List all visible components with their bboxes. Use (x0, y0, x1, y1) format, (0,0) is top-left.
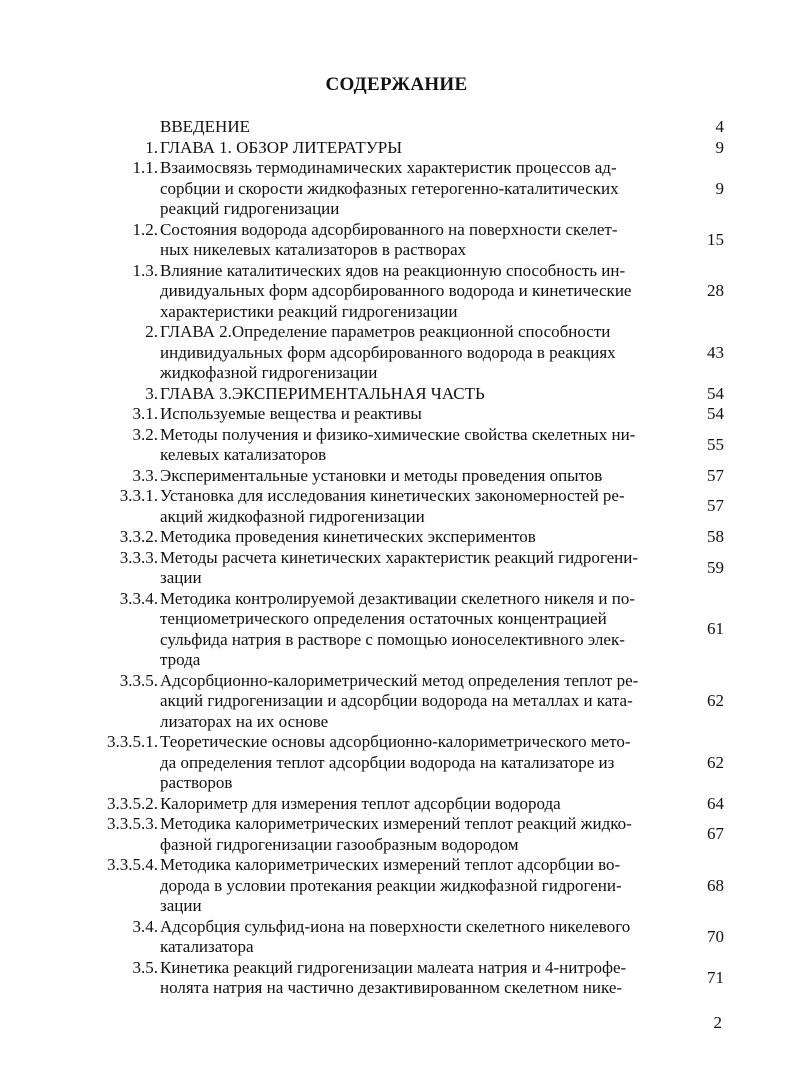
toc-entry-line: Теоретические основы адсорбционно-калориметрического мето- (160, 732, 631, 751)
toc-entry-number: 3.3.5.3. (107, 814, 158, 833)
toc-entry-title (160, 958, 688, 999)
toc-entry (0, 117, 793, 138)
toc-entry-title (160, 425, 688, 466)
toc-entry-page: 9 (715, 178, 724, 198)
toc-entry-title (160, 466, 688, 487)
toc-entry-title (160, 589, 688, 671)
toc-entry-title (160, 855, 688, 917)
toc-entry-line: зации (160, 568, 202, 587)
toc-entry-title (160, 527, 688, 548)
toc-entry-page: 67 (707, 824, 724, 844)
toc-entry-line: Кинетика реакций гидрогенизации малеата натрия и 4-нитрофе- (160, 957, 627, 977)
toc-entry-page: 54 (707, 383, 724, 403)
toc-entry-number: 3.5. (132, 957, 158, 977)
toc-entry-number: 3.3.5. (119, 670, 158, 690)
toc-entry (0, 486, 793, 527)
toc-entry-number: 1.3. (132, 260, 158, 280)
toc-entry-number: 3.3.1. (119, 486, 158, 505)
toc-entry-title (160, 261, 688, 323)
toc-entry-page: 15 (707, 229, 724, 249)
toc-entry-line: трода (160, 650, 201, 669)
toc-entry-number: 3.3.3. (119, 547, 158, 567)
toc-entry-number: 3.3.5.1. (107, 732, 158, 751)
toc-entry-page: 57 (707, 496, 724, 516)
toc-entry-line: тенциометрического определения остаточных концентрацией (160, 609, 607, 628)
toc-entry-line: Адсорбционно-калориметрический метод определения теплот ре- (160, 670, 639, 690)
toc-entry-line: зации (160, 896, 202, 915)
toc-entry-line: растворов (160, 773, 233, 792)
toc-entry-page: 58 (707, 527, 724, 546)
toc-entry-line: Состояния водорода адсорбированного на поверхности скелет- (160, 219, 618, 239)
toc-entry-title (160, 322, 688, 384)
toc-entry-number: 1. (145, 137, 158, 157)
toc-entry-page: 55 (707, 434, 724, 454)
toc-entry-page: 62 (707, 691, 724, 710)
toc-entry-title (160, 671, 688, 733)
toc-entry-title (160, 794, 688, 815)
toc-entry-title (160, 548, 688, 589)
toc-entry-line: сульфида натрия в растворе с помощью ионоселективного элек- (160, 629, 625, 649)
toc-entry-page: 61 (707, 619, 724, 639)
toc-entry-line: ных никелевых катализаторов в растворах (160, 240, 467, 259)
table-of-contents (0, 117, 793, 999)
toc-entry-page: 43 (707, 342, 724, 362)
toc-entry-line: сорбции и скорости жидкофазных гетерогенно-каталитических (160, 178, 619, 198)
toc-entry (0, 261, 793, 323)
toc-entry (0, 138, 793, 159)
toc-entry-line: Установка для исследования кинетических закономерностей ре- (160, 486, 625, 505)
toc-entry-page: 54 (707, 404, 724, 423)
toc-entry (0, 958, 793, 999)
toc-entry-line: да определения теплот адсорбции водорода на катализаторе из (160, 752, 615, 772)
toc-entry-number: 2. (145, 322, 158, 341)
toc-entry-line: ВВЕДЕНИЕ (160, 117, 250, 136)
toc-entry-line: индивидуальных форм адсорбированного водорода в реакциях (160, 342, 616, 362)
toc-entry-page: 4 (715, 117, 724, 136)
toc-entry-title (160, 486, 688, 527)
toc-entry-line: Калориметр для измерения теплот адсорбции водорода (160, 793, 561, 813)
toc-entry-title (160, 404, 688, 425)
toc-entry-line: акций гидрогенизации и адсорбции водорода на металлах и ката- (160, 691, 633, 710)
toc-entry-line: Используемые вещества и реактивы (160, 404, 422, 423)
toc-entry-line: Влияние каталитических ядов на реакционную способность ин- (160, 260, 626, 280)
toc-entry-line: жидкофазной гидрогенизации (160, 363, 378, 382)
toc-entry (0, 917, 793, 958)
toc-entry-line: Взаимосвязь термодинамических характеристик процессов ад- (160, 158, 617, 177)
toc-entry-title (160, 117, 688, 138)
toc-entry-page: 62 (707, 752, 724, 772)
toc-entry-line: Методика калориметрических измерений теплот реакций жидко- (160, 814, 632, 833)
toc-entry-line: реакций гидрогенизации (160, 199, 340, 218)
toc-entry-line: Методы расчета кинетических характеристик реакций гидрогени- (160, 547, 638, 567)
toc-entry-title (160, 220, 688, 261)
page-number: 2 (713, 1013, 722, 1032)
toc-entry-line: келевых катализаторов (160, 445, 327, 464)
page-title: СОДЕРЖАНИЕ (325, 74, 468, 95)
toc-entry-page: 28 (707, 281, 724, 300)
toc-entry-title (160, 158, 688, 220)
toc-entry-page: 70 (707, 926, 724, 946)
toc-entry (0, 794, 793, 815)
toc-entry-number: 3.3. (132, 465, 158, 485)
toc-entry (0, 425, 793, 466)
toc-entry (0, 589, 793, 671)
toc-entry-page: 57 (707, 465, 724, 485)
toc-entry-number: 3. (145, 383, 158, 403)
toc-entry (0, 671, 793, 733)
toc-entry-title (160, 384, 688, 405)
toc-entry (0, 855, 793, 917)
toc-entry-line: характеристики реакций гидрогенизации (160, 301, 458, 321)
toc-entry-line: Экспериментальные установки и методы проведения опытов (160, 465, 603, 485)
toc-entry-title (160, 732, 688, 794)
toc-entry-line: дивидуальных форм адсорбированного водорода и кинетические (160, 281, 632, 300)
toc-entry-title (160, 814, 688, 855)
toc-entry-title (160, 138, 688, 159)
toc-entry (0, 814, 793, 855)
toc-entry-line: нолята натрия на частично дезактивированном скелетном нике- (160, 978, 623, 997)
toc-entry (0, 732, 793, 794)
toc-entry-line: Методика контролируемой дезактивации скелетного никеля и по- (160, 588, 636, 608)
toc-entry-line: лизаторах на их основе (160, 711, 329, 731)
toc-entry-number: 3.4. (132, 916, 158, 936)
toc-entry-title (160, 917, 688, 958)
toc-entry (0, 527, 793, 548)
toc-entry (0, 548, 793, 589)
toc-entry-line: Методика проведения кинетических экспериментов (160, 527, 536, 546)
toc-entry-number: 1.1. (132, 158, 158, 177)
toc-entry-number: 3.3.5.2. (107, 793, 158, 813)
toc-entry-number: 3.3.5.4. (107, 855, 158, 874)
toc-entry-line: ГЛАВА 3.ЭКСПЕРИМЕНТАЛЬНАЯ ЧАСТЬ (160, 383, 485, 403)
toc-entry-line: Адсорбция сульфид-иона на поверхности скелетного никелевого (160, 916, 631, 936)
toc-entry-line: ГЛАВА 1. ОБЗОР ЛИТЕРАТУРЫ (160, 137, 403, 157)
toc-entry-page: 68 (707, 875, 724, 895)
toc-entry-line: дорода в условии протекания реакции жидкофазной гидрогени- (160, 875, 622, 895)
toc-entry-page: 64 (707, 793, 724, 813)
toc-entry-page: 9 (715, 137, 724, 157)
toc-entry-line: Методика калориметрических измерений теплот адсорбции во- (160, 855, 621, 874)
toc-entry-line: акций жидкофазной гидрогенизации (160, 506, 425, 526)
toc-entry-page: 71 (707, 967, 724, 987)
toc-entry-line: катализатора (160, 937, 254, 956)
toc-entry (0, 322, 793, 384)
toc-entry-line: ГЛАВА 2.Определение параметров реакционной способности (160, 322, 611, 341)
toc-entry-number: 3.3.4. (119, 588, 158, 608)
toc-entry-number: 3.1. (132, 404, 158, 423)
toc-entry (0, 466, 793, 487)
toc-entry (0, 384, 793, 405)
toc-entry-number: 3.2. (132, 424, 158, 444)
toc-entry-number: 1.2. (132, 219, 158, 239)
toc-entry-page: 59 (707, 557, 724, 577)
toc-entry (0, 220, 793, 261)
toc-entry (0, 404, 793, 425)
toc-entry-line: Методы получения и физико-химические свойства скелетных ни- (160, 424, 636, 444)
toc-entry-line: фазной гидрогенизации газообразным водородом (160, 834, 519, 854)
toc-entry-number: 3.3.2. (119, 527, 158, 546)
toc-entry (0, 158, 793, 220)
